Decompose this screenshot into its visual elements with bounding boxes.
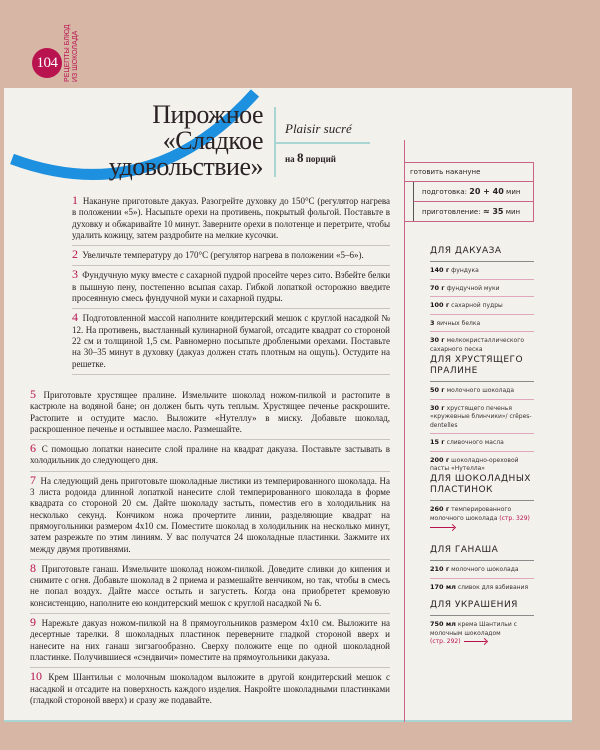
- arrow-right-icon: [462, 639, 488, 645]
- step-5: 5 Приготовьте хрустящее пралине. Измельчите шоколад ножом-пилкой и растопите в кастрюле на водяной бане; он должен быть чуть теплым. Хрустящее печенье раскрошите. Растопите и остудите масло. Выложите «Нутеллу» в миску. Добавьте шоколад, раскрошенное печенье и остывшее масло. Размешайте.: [30, 386, 390, 440]
- prep-time-row: подготовка: 20 + 40 мин: [413, 182, 533, 202]
- ingredients-ganache: [430, 545, 534, 595]
- step-6: 6 С помощью лопатки нанесите слой пралине на квадрат дакуаза. Поставьте застывать в холодильник до следующего дня.: [30, 440, 390, 472]
- ingredient-item: 210 г молочного шоколада: [430, 561, 534, 579]
- recipe-title: [109, 102, 263, 180]
- recipe-subtitle: Plaisir sucré: [285, 121, 352, 136]
- ingredient-item: 200 г шоколадно-ореховой пасты «Нутелла»: [430, 455, 519, 472]
- step-2: 2 Увеличьте температуру до 170°C (регулятор нагрева в положении «5–6»).: [72, 246, 390, 266]
- ingredients-title: ДЛЯ ДАКУАЗА: [430, 246, 534, 262]
- prep-note: готовить накануне: [404, 163, 533, 182]
- ingredients-title: ДЛЯ УКРАШЕНИЯ: [430, 600, 534, 616]
- ingredient-item: 15 г сливочного масла: [430, 434, 534, 452]
- section-label: [64, 22, 124, 82]
- page-reference-link[interactable]: (стр. 329): [499, 514, 530, 522]
- sidebar-rule: [404, 140, 405, 722]
- step-1: 1 Накануне приготовьте дакуаз. Разогрейте духовку до 150°C (регулятор нагрева в положении «5»). Насыпьте орехи на противень, покрытый фольгой. Поставьте в духовку и обжаривайте 10 минут. Заверните орехи в полотенце и перетрите, чтобы удалить кожицу, затем раздробите на мелкие кусочки.: [72, 192, 390, 246]
- ingredients-title: ДЛЯ ШОКОЛАДНЫХ ПЛАСТИНОК: [430, 474, 534, 501]
- step-10: 10 Крем Шантильи с молочным шоколадом выложите в другой кондитерский мешок с насадкой и отсадите на поверхность каждого изделия. Накройте шоколадными пластинками (гладкой стороной вверх) и сразу же подавайте.: [30, 669, 390, 705]
- ingredient-item: 30 г хрустящего печенья «кружевные блинчики»/ crêpes-dentelles: [430, 400, 534, 435]
- title-line-3: удовольствие»: [108, 152, 263, 181]
- step-4: 4 Подготовленной массой наполните кондитерский мешок с круглой насадкой № 12. На противень, выстланный кулинарной бумагой, отсадите квадрат со стороной 22 см и толщиной 1,5 см. Равномерно посыпьте дроблеными орехами. Поставьте на 30–35 минут в духовку (дакуаз должен стать плотным на ощупь). Остудите на решетке.: [72, 309, 390, 374]
- ingredient-item: 260 г темперированного молочного шоколада (стр. 329): [430, 501, 534, 534]
- ingredient-item: 140 г фундука: [430, 262, 534, 280]
- ingredients-title: ДЛЯ ХРУСТЯЩЕГО ПРАЛИНЕ: [430, 355, 534, 382]
- servings: на 8 порций: [285, 150, 336, 165]
- ingredients-title: ДЛЯ ГАНАША: [430, 545, 534, 561]
- steps-column-bottom: [30, 386, 390, 710]
- step-3: 3 Фундучную муку вместе с сахарной пудрой просейте через сито. Взбейте белки в пышную пену, постепенно всыпая сахар. Гибкой лопаткой осторожно введите просеянную смесь фундучной муки и сахарной пудры.: [72, 266, 390, 309]
- ingredient-item: 70 г фундучной муки: [430, 280, 534, 298]
- page-number-badge: 104: [32, 48, 62, 78]
- title-line-2: «Сладкое: [162, 126, 263, 155]
- ingredient-item: 30 г мелкокристаллического сахарного песка: [430, 336, 525, 353]
- title-line-1: Пирожное: [152, 100, 263, 129]
- cook-time-row: приготовление: ≈ 35 мин: [413, 202, 533, 221]
- step-7: 7 На следующий день приготовьте шоколадные листики из темперированного шоколада. На 3 листа родоида длинной лопаткой нанесите слой темперированного шоколада в форме квадрата со стороной 20 см. Дайте шоколаду застыть, поместив его в холодильник на несколько секунд. Кончиком ножа прочертите линии, разделяющие квадрат на прямоугольники размером 4x10 см. Поместите шоколад в холодильник на несколько минут, затем разрежьте по этим линиям. У вас получатся 24 шоколадные пластинки. Зажмите их между двумя противнями.: [30, 472, 390, 560]
- title-divider-horizontal: [274, 142, 370, 144]
- ingredients-praline: [430, 355, 534, 477]
- ingredient-item: 3 яичных белка: [430, 315, 534, 333]
- steps-column-top: [72, 192, 390, 375]
- page-reference-link[interactable]: (стр. 292): [430, 638, 461, 645]
- ingredient-item: 750 мл крема Шантильи с молочным шоколадом (стр. 292): [430, 620, 517, 645]
- section-label-line2: ИЗ ШОКОЛАДА: [72, 30, 79, 82]
- ingredients-chocolate-plates: [430, 474, 534, 534]
- servings-count: 8: [296, 150, 304, 165]
- step-9: 9 Нарежьте дакуаз ножом-пилкой на 8 прямоугольников размером 4x10 см. Выложите на десертные тарелки. 8 шоколадных пластинок переверните гладкой стороной вверх и нанесите на них ганаш зигзагообразно. Сверху положите еще по одной шоколадной пластинке. Получившиеся «сэндвичи» поместите на прямоугольники дакуаза.: [30, 614, 390, 668]
- step-8: 8 Приготовьте ганаш. Измельчите шоколад ножом-пилкой. Доведите сливки до кипения и снимите с огня. Добавьте шоколад в 2 приема и размешайте венчиком, но так, чтобы в смесь не попал воздух. Дайте массе остыть и загустеть. Когда она приобретет кремовую консистенцию, наполните ею кондитерский мешок с круглой насадкой № 6.: [30, 560, 390, 614]
- section-label-line1: РЕЦЕПТЫ БЛЮД: [64, 24, 71, 82]
- ingredient-item: 50 г молочного шоколада: [430, 382, 534, 400]
- prep-time-box: [404, 162, 534, 222]
- ingredients-dacquoise: [430, 246, 534, 357]
- arrow-right-icon: [430, 525, 456, 531]
- ingredient-item: 170 мл сливок для взбивания: [430, 582, 529, 591]
- ingredient-item: 100 г сахарной пудры: [430, 297, 534, 315]
- ingredients-decoration: [430, 600, 534, 650]
